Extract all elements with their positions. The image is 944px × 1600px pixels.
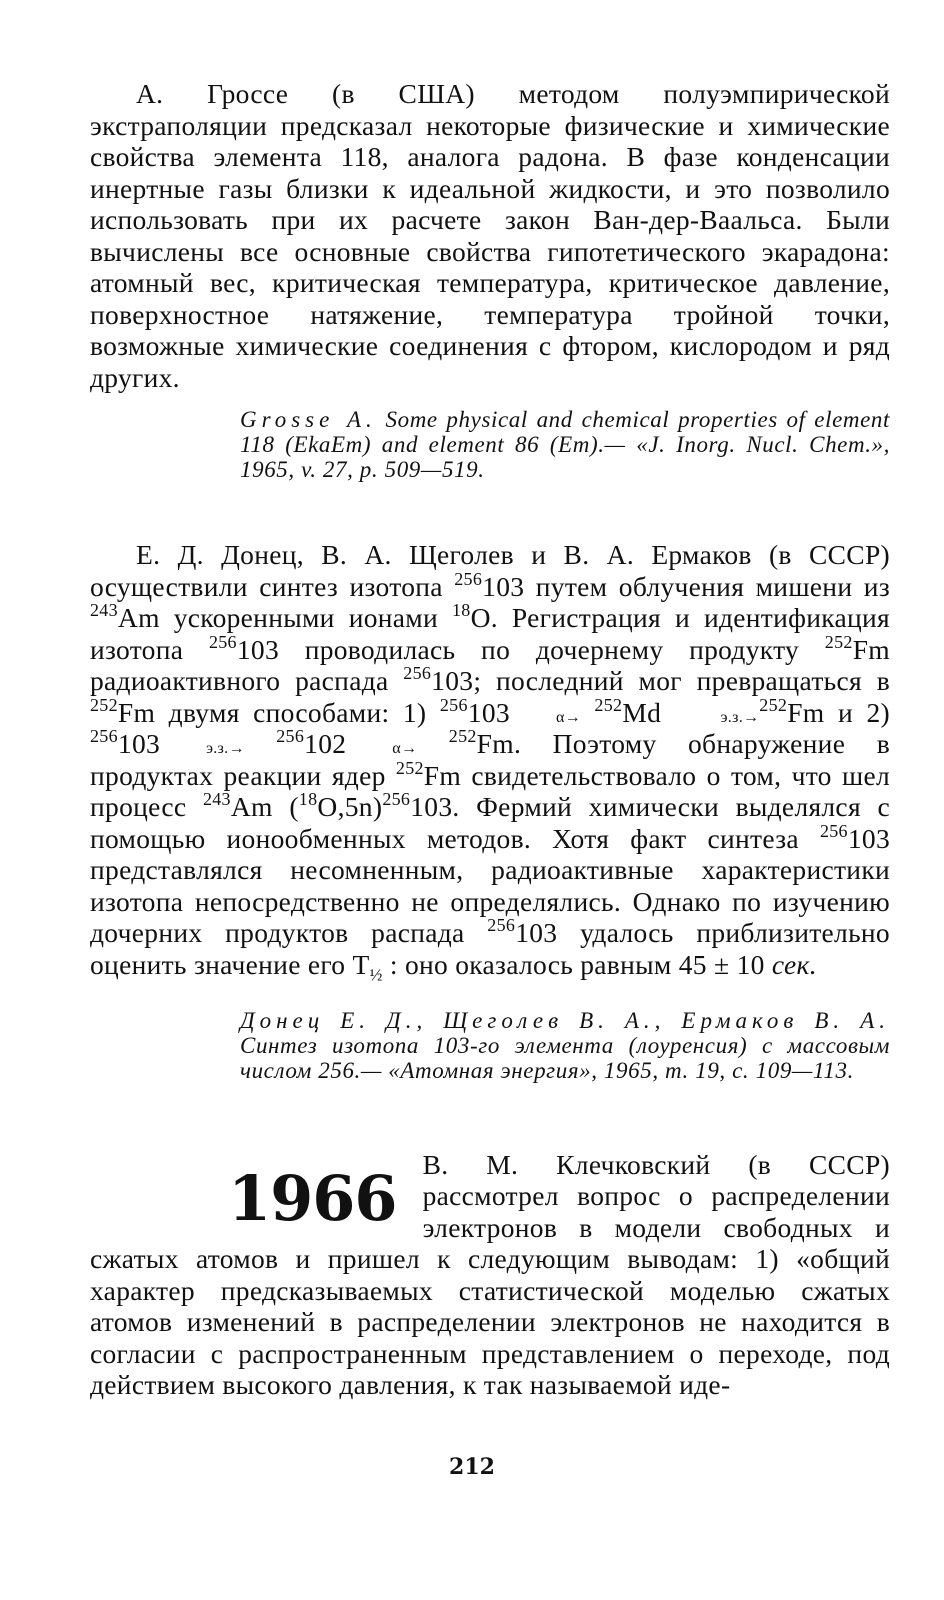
text-run: : оно оказалось равным 45 ± 10 [382,948,772,980]
reference-grosse [240,407,890,482]
text-run: 103; последний мог превращаться в [431,665,890,696]
text-run: Am ( [230,791,299,822]
superscript: 252 [90,694,118,715]
reference-author: Grosse A. [240,407,377,432]
superscript: 256 [276,726,305,746]
superscript: 252 [594,694,623,715]
text-run: Fm и 2) [787,696,890,728]
text-run: 103. Фермий химически выделялся с помощью ионообменных методов. Хотя факт синтеза [90,791,891,854]
text-run: Md [622,696,675,728]
text-run: 103 проводилась по дочернему продукту [236,633,825,665]
reference-donets [240,1008,890,1083]
entry-grosse-paragraph: А. Гроссе (в США) методом полуэмпирической экстраполяции предсказал некоторые физические и химические свойства элемента 118, аналога радона. В фазе конденсации инертные газы близки к идеальной жидкости, и это позволило использовать при их расчете закон Ван-дер-Ваальса. Были вычислены все основные свойства гипотетического экарадона: атомный вес, критическая температура, критическое давление, поверхностное натяжение, температура тройной точки, возможные химические соединения с фтором, кислородом и ряд других. [90,78,890,393]
reference-title: Синтез изотопа 103-го элемента (лоуренсия) с массовым числом 256.— «Атомная энергия», 1965, т. 19, с. 109—113. [240,1032,890,1083]
superscript: 243 [90,600,118,620]
text-run: 103 [467,696,510,728]
superscript: 256 [90,726,118,746]
text-run: 103 [117,728,161,759]
superscript: 256 [819,820,848,841]
superscript: 256 [454,568,483,589]
subscript: ½ [369,965,383,984]
reference-author: Донец Е. Д., Щеголев В. А., Ермаков В. А. [240,1007,890,1033]
reference-title: Some physical and chemical properties of element 118 (EkaEm) and element 86 (Em).— «J. Inorg. Nucl. Chem.», 1965, v. 27, p. 509—519. [240,407,891,482]
text-run: Fm двумя способами: 1) [117,696,440,728]
year-heading: 1966 [228,1161,397,1235]
text-run: O,5n) [317,791,383,822]
superscript: 252 [759,694,788,715]
superscript: 256 [382,789,411,809]
entry-donets-paragraph: Е. Д. Донец, В. А. Щеголев и В. А. Ермаков (в СССР) осуществили синтез изотопа $^{256}$103 путем облучения мишени из $^{243}$Am ускоренными ионами $^{18}$O. Регистрация и идентификация изотопа $^{256}$103 проводилась по дочернему продукту $^{252}$Fm радиоактивного распада $^{256}$103; последний мог превращаться в $^{252}$Fm двумя способами: 1) $^{256}$103 α→ $^{252}$Md э.з.→$^{252}$Fm и 2) $^{256}$103 э.з.→ $^{256}$102 α→ $^{252}$Fm. Поэтому обнаружение в продуктах реакции ядер $^{252}$Fm свидетельствовало о том, что шел процесс $^{243}$Am $(^{18}O,5n)^{256}103$. Фермий химически выделялся с помощью ионообменных методов. Хотя факт синтеза $^{256}$103 представлялся несомненным, радиоактивные характеристики изотопа непосредственно не определялись. Однако по изучению дочерних продуктов распада $^{256}$103 удалось приблизительно оценить значение его $T_{\frac{1}{2}}$ : оно оказалось равным 45 ± 10 сек. [90,539,891,984]
superscript: 252 [395,757,424,778]
superscript: 256 [487,915,516,935]
page-number: 212 [449,1454,495,1480]
text-run: Fm радиоактивного распада [90,633,890,696]
unit-label: сек. [771,948,817,980]
superscript: 256 [403,663,432,683]
text-run: Е. Д. Донец, В. А. Щеголев и В. А. Ермаков (в СССР) осуществили синтез изотопа [90,539,890,602]
superscript: 243 [202,789,231,809]
page-body [90,78,890,1401]
text-run: 103 путем облучения мишени из [482,570,890,602]
superscript: 18 [452,600,471,620]
text-run: Fm свидетельствовало о том, что шел процесс [90,759,890,822]
superscript: 18 [298,789,318,809]
superscript: 256 [439,694,468,715]
superscript: 252 [824,631,853,652]
text-run: Fm. Поэтому обнаружение в продуктах реакции ядер [90,728,890,791]
text-run: 102 [304,728,347,759]
text-run: 103 представлялся несомненным, радиоактивные характеристики изотопа непосредственно не определялись. Однако по изучению дочерних продуктов распада [90,822,890,948]
superscript: 256 [208,631,237,652]
text-run: Am ускоренными ионами [117,602,452,633]
superscript: 252 [448,726,477,746]
entry-klechkovsky-paragraph: В. М. Клечковский (в СССР) рассмотрел вопрос о распределении электронов в модели свободных и сжатых атомов и пришел к следующим выводам: 1) «общий характер предсказываемых статистической моделью сжатых атомов изменений в распределении электронов не находится в согласии с распространенным представлением о переходе, под действием высокого давления, к так называемой иде- [90,1148,890,1400]
text-run: O. Регистрация и идентификация изотопа [90,602,890,665]
text-run: 103 удалось приблизительно оценить значение его T [90,917,890,980]
entry-1966 [90,1149,890,1401]
